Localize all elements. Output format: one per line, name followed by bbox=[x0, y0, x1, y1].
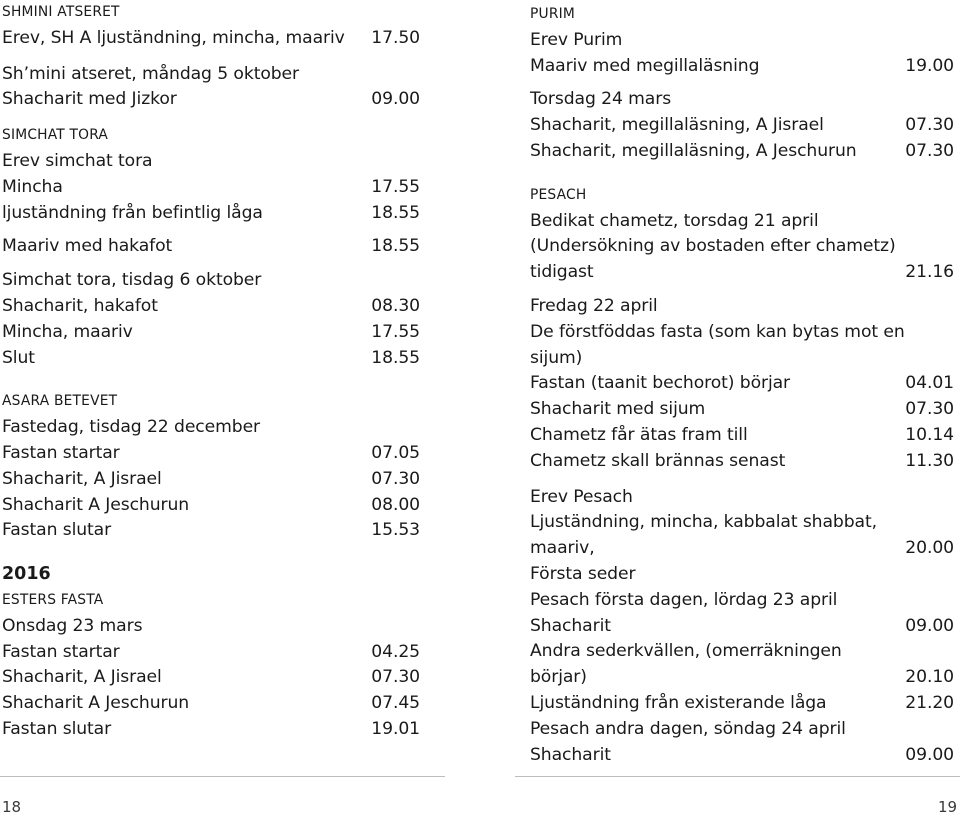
row-time: 07.30 bbox=[905, 115, 954, 136]
row-label: Chametz skall brännas senast bbox=[530, 450, 786, 471]
row-label: Shacharit bbox=[530, 615, 611, 636]
date-line: Onsdag 23 mars bbox=[2, 615, 143, 636]
footer-rule-right bbox=[515, 776, 960, 777]
row-time: 20.00 bbox=[905, 538, 954, 559]
schedule-row bbox=[2, 467, 420, 493]
section-heading-shmini-atseret: SHMINI ATSERET bbox=[2, 4, 120, 20]
date-line: Sh’mini atseret, måndag 5 oktober bbox=[2, 63, 300, 84]
row-label: Shacharit A Jeschurun bbox=[2, 494, 190, 515]
date-line: Bedikat chametz, torsdag 21 april bbox=[530, 210, 819, 231]
schedule-row bbox=[530, 260, 954, 286]
row-label: Shacharit, hakafot bbox=[2, 295, 158, 316]
row-label: Shacharit med Jizkor bbox=[2, 89, 177, 110]
row-label: Maariv med hakafot bbox=[2, 236, 173, 257]
row-label: börjar) bbox=[530, 667, 587, 688]
row-time: 11.30 bbox=[905, 450, 954, 471]
schedule-row bbox=[530, 397, 954, 423]
date-line: Torsdag 24 mars bbox=[530, 89, 672, 110]
right-column bbox=[530, 2, 954, 768]
schedule-row bbox=[2, 87, 420, 113]
schedule-row bbox=[2, 346, 420, 372]
note-line: (Undersökning av bostaden efter chametz) bbox=[530, 236, 896, 257]
date-line: Erev Purim bbox=[530, 29, 623, 50]
note-line: Första seder bbox=[530, 563, 636, 584]
schedule-row bbox=[2, 26, 420, 52]
schedule-row bbox=[530, 371, 954, 397]
row-time: 10.14 bbox=[905, 424, 954, 445]
schedule-row bbox=[2, 320, 420, 346]
section-heading-esters-fasta: ESTERS FASTA bbox=[2, 591, 104, 608]
row-label: Fastan (taanit bechorot) börjar bbox=[530, 373, 791, 394]
section-heading-purim: PURIM bbox=[530, 6, 575, 22]
schedule-row bbox=[530, 536, 954, 562]
row-time: 17.50 bbox=[371, 27, 420, 48]
row-time: 08.00 bbox=[371, 494, 420, 515]
row-time: 07.30 bbox=[371, 667, 420, 688]
schedule-row bbox=[2, 717, 420, 743]
row-time: 18.55 bbox=[371, 202, 420, 223]
row-label: Fastan slutar bbox=[2, 520, 112, 541]
schedule-row bbox=[530, 614, 954, 640]
row-time: 09.00 bbox=[371, 89, 420, 110]
year-heading: 2016 bbox=[2, 564, 51, 585]
row-label: Fastan startar bbox=[2, 641, 120, 662]
row-time: 19.00 bbox=[905, 55, 954, 76]
row-label: Erev, SH A ljuständning, mincha, maariv bbox=[2, 27, 345, 48]
schedule-row bbox=[530, 139, 954, 165]
row-time: 18.55 bbox=[371, 236, 420, 257]
left-column bbox=[2, 0, 420, 743]
row-time: 18.55 bbox=[371, 347, 420, 368]
row-time: 19.01 bbox=[371, 718, 420, 739]
date-line: Fredag 22 april bbox=[530, 295, 658, 316]
note-line: Ljuständning, mincha, kabbalat shabbat, bbox=[530, 512, 877, 533]
schedule-row bbox=[530, 691, 954, 717]
row-time: 07.05 bbox=[371, 442, 420, 463]
schedule-row bbox=[2, 691, 420, 717]
schedule-row bbox=[530, 449, 954, 475]
row-time: 08.30 bbox=[371, 295, 420, 316]
row-label: Fastan slutar bbox=[2, 718, 112, 739]
row-label: Shacharit A Jeschurun bbox=[2, 693, 190, 714]
row-label: tidigast bbox=[530, 262, 594, 283]
row-time: 07.30 bbox=[371, 468, 420, 489]
date-line: Erev simchat tora bbox=[2, 150, 153, 171]
schedule-row bbox=[2, 234, 420, 260]
schedule-row bbox=[530, 113, 954, 139]
row-label: Chametz får ätas fram till bbox=[530, 424, 748, 445]
note-line: Andra sederkvällen, (omerräkningen bbox=[530, 641, 842, 662]
date-line: Pesach första dagen, lördag 23 april bbox=[530, 589, 838, 610]
schedule-row bbox=[2, 640, 420, 666]
row-label: Shacharit, megillaläsning, A Jisrael bbox=[530, 115, 824, 136]
date-line: Fastedag, tisdag 22 december bbox=[2, 417, 261, 438]
row-time: 09.00 bbox=[905, 744, 954, 765]
schedule-row bbox=[2, 294, 420, 320]
row-time: 04.25 bbox=[371, 641, 420, 662]
row-time: 04.01 bbox=[905, 373, 954, 394]
row-label: Fastan startar bbox=[2, 442, 120, 463]
row-label: Mincha, maariv bbox=[2, 321, 133, 342]
schedule-row bbox=[2, 175, 420, 201]
row-time: 21.20 bbox=[905, 692, 954, 713]
row-label: ljuständning från befintlig låga bbox=[2, 202, 263, 223]
schedule-row bbox=[2, 518, 420, 544]
row-time: 21.16 bbox=[905, 262, 954, 283]
schedule-row bbox=[530, 423, 954, 449]
schedule-row bbox=[2, 493, 420, 519]
row-time: 07.30 bbox=[905, 140, 954, 161]
date-line: Simchat tora, tisdag 6 oktober bbox=[2, 270, 262, 291]
row-label: Shacharit, A Jisrael bbox=[2, 468, 162, 489]
row-label: Mincha bbox=[2, 176, 63, 197]
row-time: 17.55 bbox=[371, 321, 420, 342]
row-label: Shacharit, megillaläsning, A Jeschurun bbox=[530, 140, 857, 161]
schedule-row bbox=[2, 201, 420, 227]
row-time: 09.00 bbox=[905, 615, 954, 636]
section-heading-asara-betevet: ASARA BETEVET bbox=[2, 393, 118, 410]
row-time: 17.55 bbox=[371, 176, 420, 197]
section-heading-pesach: PESACH bbox=[530, 186, 587, 203]
schedule-row bbox=[530, 665, 954, 691]
schedule-row bbox=[2, 441, 420, 467]
page-number-right: 19 bbox=[938, 798, 958, 816]
schedule-row bbox=[2, 665, 420, 691]
row-time: 15.53 bbox=[371, 520, 420, 541]
date-line: Pesach andra dagen, söndag 24 april bbox=[530, 718, 846, 739]
row-time: 20.10 bbox=[905, 667, 954, 688]
row-label: Shacharit, A Jisrael bbox=[2, 667, 162, 688]
row-label: Ljuständning från existerande låga bbox=[530, 692, 827, 713]
row-label: Maariv med megillaläsning bbox=[530, 55, 760, 76]
row-time: 07.30 bbox=[905, 399, 954, 420]
footer-rule-left bbox=[0, 776, 445, 777]
row-label: Shacharit bbox=[530, 744, 611, 765]
note-line: De förstföddas fasta (som kan bytas mot en sijum) bbox=[530, 321, 905, 368]
row-label: Slut bbox=[2, 347, 35, 368]
date-line: Erev Pesach bbox=[530, 486, 633, 507]
page-number-left: 18 bbox=[2, 798, 22, 816]
section-heading-simchat-tora: SIMCHAT TORA bbox=[2, 127, 109, 144]
schedule-row bbox=[530, 743, 954, 769]
row-label: maariv, bbox=[530, 538, 595, 559]
schedule-row bbox=[530, 54, 954, 80]
row-label: Shacharit med sijum bbox=[530, 399, 706, 420]
row-time: 07.45 bbox=[371, 693, 420, 714]
